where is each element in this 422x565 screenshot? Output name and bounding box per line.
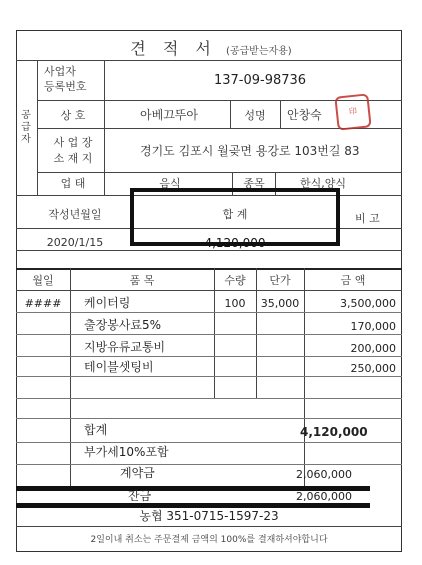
row-3-item: 지방유류교통비 (84, 340, 166, 354)
divider (16, 376, 402, 377)
divider (16, 418, 402, 419)
divider (16, 268, 402, 270)
seal-text: 印 (348, 106, 358, 117)
balance-bottom-bar (16, 503, 370, 508)
divider (37, 172, 402, 173)
row-1-amount: 3,500,000 (340, 297, 396, 310)
business-type-value: 음식 (159, 177, 181, 190)
divider (230, 100, 231, 128)
reg-no-value: 137-09-98736 (213, 73, 307, 88)
company-name-value: 아베끄뚜아 (140, 108, 198, 122)
col-header-qty: 수량 (224, 274, 246, 287)
balance-label: 잔금 (128, 489, 152, 503)
balance-value: 2,060,000 (296, 490, 352, 503)
row-4-item: 테이블셋팅비 (84, 360, 154, 374)
business-item-value: 한식,양식 (300, 177, 347, 190)
divider (16, 250, 402, 251)
contract-value: 2,060,000 (296, 468, 352, 481)
business-item-label: 종목 (243, 177, 265, 190)
row-2-amount: 170,000 (350, 320, 396, 333)
divider (16, 356, 402, 357)
row-4-amount: 250,000 (350, 362, 396, 375)
divider (16, 526, 402, 527)
document-title (0, 36, 422, 59)
date-value: 2020/1/15 (46, 236, 104, 249)
total-label: 합 계 (222, 208, 248, 221)
row-1-qty: 100 (224, 297, 246, 310)
row-1-item: 케이터링 (84, 296, 131, 310)
col-header-amount: 금 액 (340, 274, 366, 287)
row-2-item: 출장봉사료5% (84, 318, 161, 332)
divider (214, 268, 215, 398)
divider (16, 312, 402, 313)
vat-label: 부가세10%포함 (84, 445, 169, 459)
note-label: 비 고 (355, 212, 380, 225)
business-type-label: 업 태 (60, 177, 86, 190)
reg-no-label: 사업자 등록번호 (44, 65, 87, 93)
title-text: 견 적 서 (130, 39, 217, 58)
divider (16, 442, 402, 443)
divider (256, 268, 257, 398)
rep-value: 안창숙 (287, 108, 322, 122)
title-note: (공급받는자용) (225, 46, 292, 57)
row-1-date: #### (24, 297, 62, 310)
divider (16, 334, 402, 335)
footer-note: 2일이내 취소는 주문결제 금액의 100%를 결재하셔야합니다 (90, 535, 328, 545)
row-3-amount: 200,000 (350, 342, 396, 355)
company-seal-stamp (334, 93, 371, 130)
total-highlight-box (130, 188, 340, 246)
address-label: 사 업 장 소 재 지 (53, 136, 93, 165)
address-value: 경기도 김포시 월곶면 용강로 103번길 83 (140, 144, 360, 158)
date-label: 작성년월일 (48, 208, 102, 221)
divider (16, 464, 402, 465)
divider (280, 100, 281, 128)
company-name-label: 상 호 (60, 109, 86, 122)
bank-account: 농협 351-0715-1597-23 (139, 509, 279, 523)
supplier-side-label: 공급자 (21, 110, 31, 145)
total-value: 4,120,000 (204, 236, 266, 250)
divider (70, 268, 71, 486)
row-1-price: 35,000 (260, 297, 300, 310)
col-header-price: 단가 (269, 274, 291, 287)
col-header-date: 월일 (32, 274, 54, 287)
col-header-item: 품 목 (129, 274, 155, 287)
divider (16, 60, 402, 61)
rep-label: 성명 (244, 109, 266, 122)
divider (16, 290, 402, 291)
sum-value: 4,120,000 (300, 425, 368, 439)
divider (16, 398, 402, 399)
sum-label: 합계 (84, 423, 108, 437)
contract-label: 계약금 (120, 466, 155, 480)
